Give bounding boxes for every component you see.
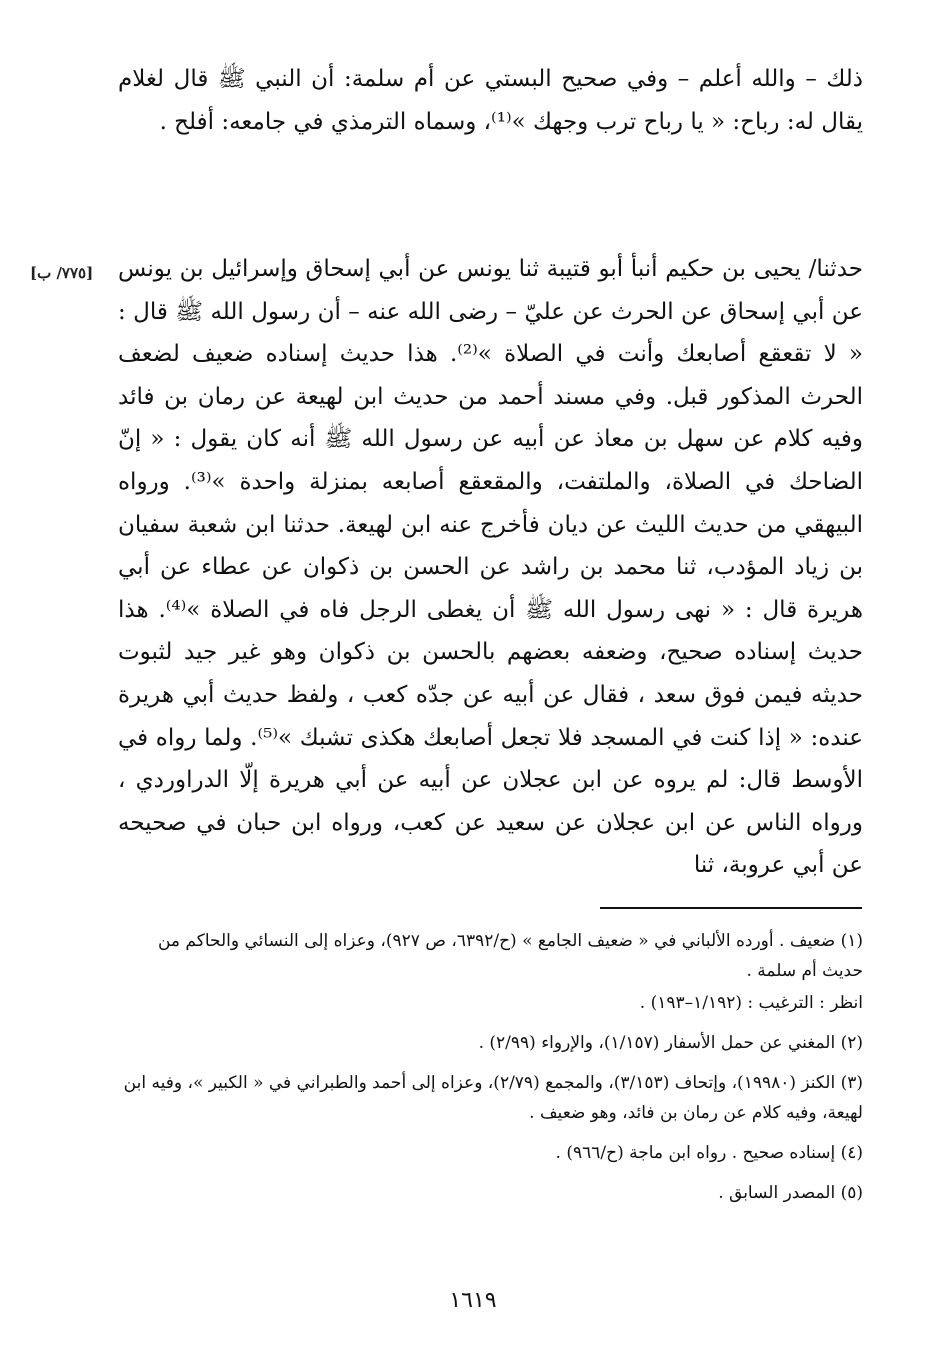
- footnote-5: (٥) المصدر السابق .: [718, 1183, 863, 1203]
- body-paragraph: حدثنا/ يحيى بن حكيم أنبأ أبو قتيبة ثنا يونس عن أبي إسحاق وإسرائيل بن يونس عن أبي إسحاق عن الحرث عن عليّ – رضى الله عنه – أن رسول الله ﷺ قال : « لا تقعقع أصابعك وأنت في الصلاة »⁽²⁾. هذا حديث إسناده ضعيف لضعف الحرث المذكور قبل. وفي مسند أحمد من حديث ابن لهيعة عن رمان بن فائد وفيه كلام عن سهل بن معاذ عن أبيه عن رسول الله ﷺ أنه كان يقول : « إنّ الضاحك في الصلاة، والملتفت، والمقعقع أصابعه بمنزلة واحدة »⁽³⁾. ورواه البيهقي من حديث الليث عن ديان فأخرج عنه ابن لهيعة. حدثنا ابن شعبة سفيان بن زياد المؤدب، ثنا محمد بن راشد عن الحسن بن ذكوان عن عطاء عن أبي هريرة قال : « نهى رسول الله ﷺ أن يغطى الرجل فاه في الصلاة »⁽⁴⁾. هذا حديث إسناده صحيح، وضعفه بعضهم بالحسن بن ذكوان وهو غير جيد لثبوت حديثه فيمن فوق سعد ، فقال عن أبيه عن جدّه كعب ، ولفظ حديث أبي هريرة عنده: « إذا كنت في المسجد فلا تجعل أصابعك هكذى تشبك »⁽⁵⁾. ولما رواه في الأوسط قال: لم يروه عن ابن عجلان عن أبيه عن أبي هريرة إلّا الدراوردي ، ورواه الناس عن ابن عجلان عن سعيد عن كعب، ورواه ابن حبان في صحيحه عن أبي عروبة، ثنا: [118, 256, 864, 879]
- footnote-2: (٢) المغني عن حمل الأسفار (١/١٥٧)، والإرواء (٢/٩٩) .: [478, 1033, 863, 1053]
- body-paragraph: ذلك – والله أعلم – وفي صحيح البستي عن أم سلمة: أن النبي ﷺ قال لغلام يقال له: رباح: « يا رباح ترب وجهك »⁽¹⁾، وسماه الترمذي في جامعه: أفلح .: [118, 66, 863, 135]
- page-number: ١٦١٩: [449, 1288, 497, 1313]
- footnote-1: [118, 926, 863, 1018]
- footnote-3: (٣) الكنز (١٩٩٨٠)، وإتحاف (٣/١٥٣)، والمجمع (٢/٧٩)، وعزاه إلى أحمد والطبراني في « الكبير »، وفيه ابن لهيعة، وفيه كلام عن رمان بن فائد، وهو ضعيف .: [123, 1073, 863, 1123]
- footnotes: [118, 926, 863, 1218]
- manuscript-folio-reference: [٧٧٥/ ب]: [30, 264, 94, 282]
- footnote-text: (١) ضعيف . أورده الألباني في « ضعيف الجامع » (ح/٦٣٩٢، ص ٩٢٧)، وعزاه إلى النسائي والحاكم من حديث أم سلمة .: [157, 931, 863, 981]
- footnote-continuation: انظر : الترغيب : (١/١٩٢–١٩٣) .: [639, 993, 863, 1013]
- footnote-4: (٤) إسناده صحيح . رواه ابن ماجة (ح/٩٦٦) .: [555, 1143, 863, 1163]
- footnote-divider: [600, 907, 862, 909]
